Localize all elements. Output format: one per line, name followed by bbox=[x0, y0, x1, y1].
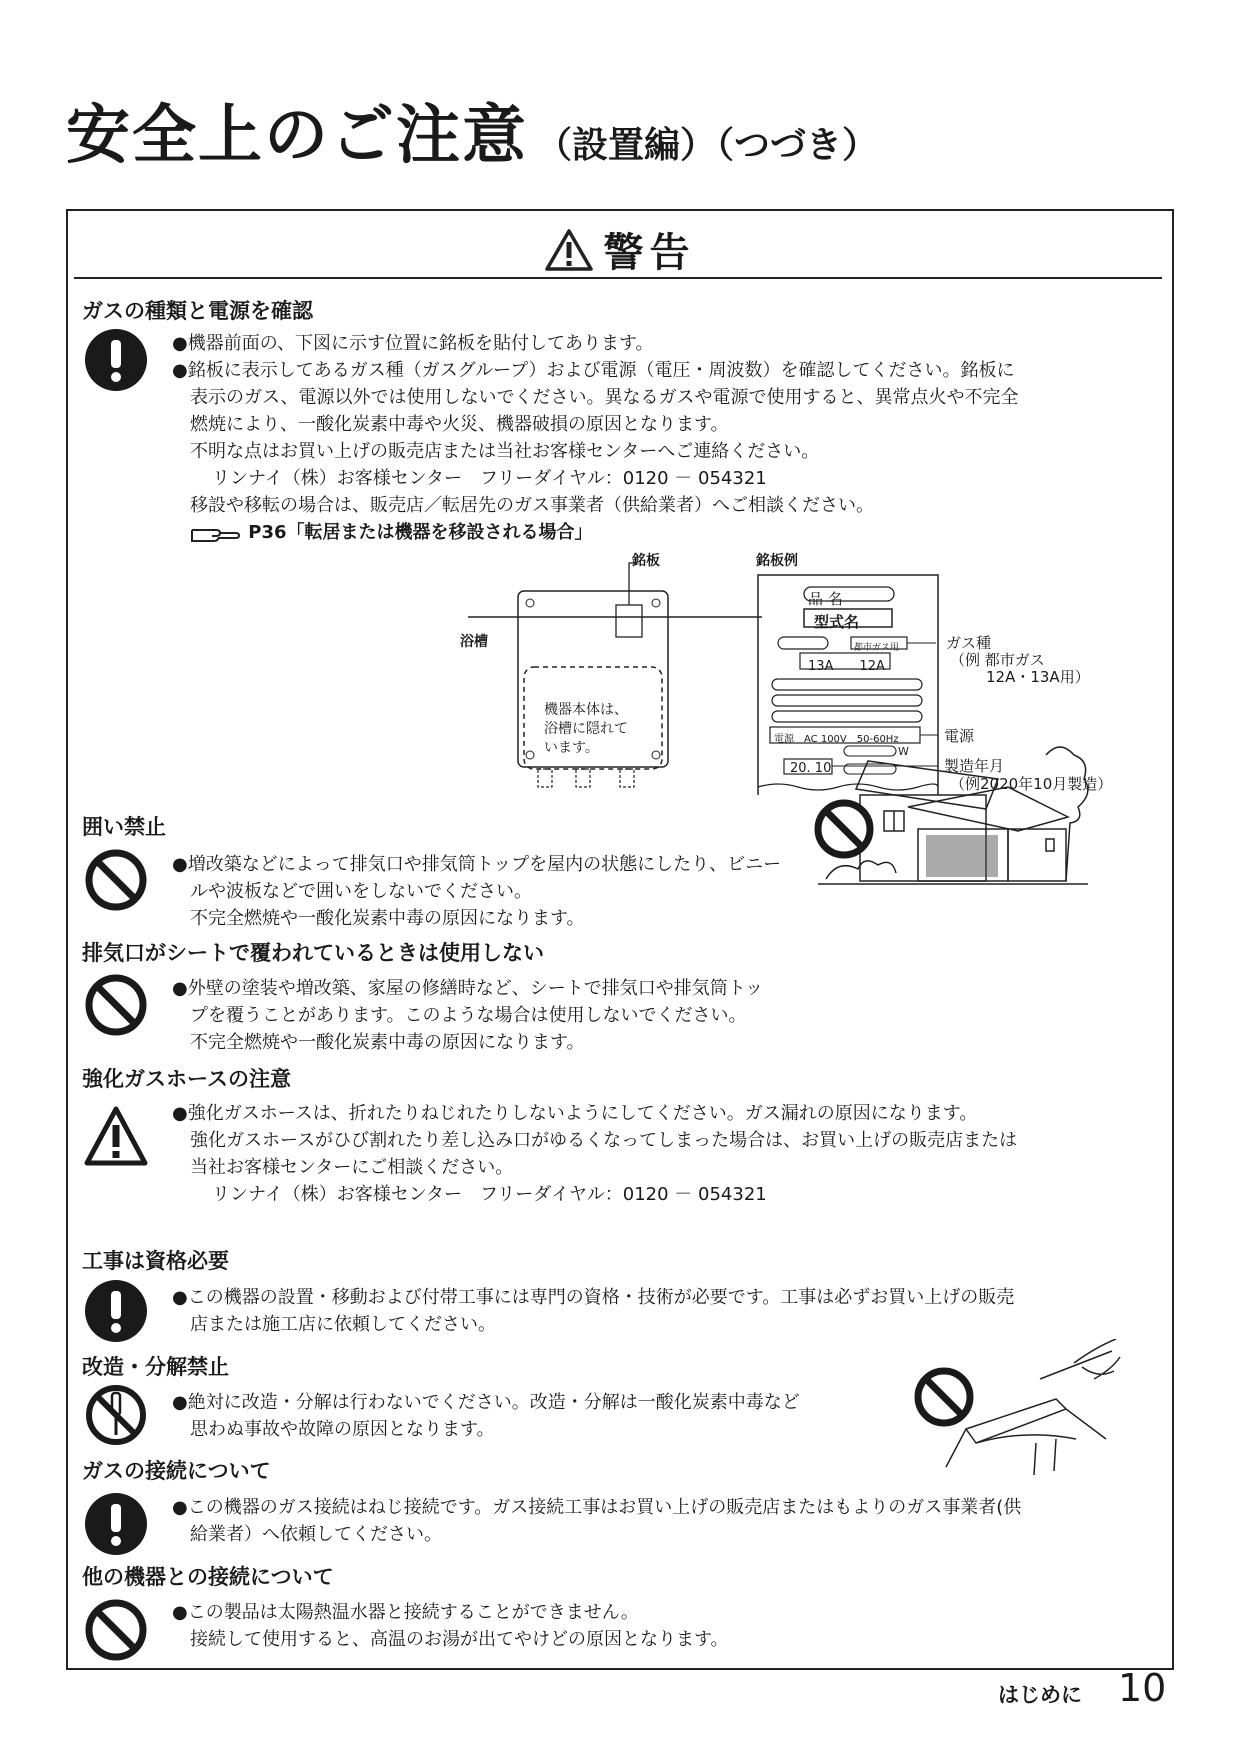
page-number: 10 bbox=[1118, 1666, 1167, 1710]
pointing-hand-icon bbox=[190, 522, 242, 544]
text-line: 店または施工店に依頼してください。 bbox=[190, 1314, 496, 1335]
nameplate-label: 銘板 bbox=[632, 553, 660, 569]
callout-power: 電源 bbox=[944, 727, 975, 745]
nameplate-position bbox=[616, 605, 642, 637]
text-line: ●この機器の設置・移動および付帯工事には専門の資格・技術が必要です。工事は必ずお買い上げの販売 bbox=[172, 1287, 1015, 1308]
hidden-body-note bbox=[544, 701, 628, 758]
footer-section-label: はじめに bbox=[998, 1683, 1082, 1707]
text-line: 表示のガス、電源以外では使用しないでください。異なるガスや電源で使用すると、異常点火や不完全 bbox=[190, 387, 1019, 408]
text-line: ルや波板などで囲いをしないでください。 bbox=[190, 881, 532, 902]
section-title-other-devices: 他の機器との接続について bbox=[82, 1565, 334, 1589]
text-line: ●この製品は太陽熱温水器と接続することができません。 bbox=[172, 1602, 639, 1623]
note-line: います。 bbox=[544, 740, 599, 756]
page-title-main: 安全上のご注意 bbox=[66, 99, 528, 173]
section-body-qualification bbox=[172, 1284, 1014, 1338]
text-line: ●増改築などによって排気口や排気筒トップを屋内の状態にしたり、ビニー bbox=[172, 854, 782, 875]
section-title-gas-connection: ガスの接続について bbox=[82, 1459, 271, 1483]
bathtub-label: 浴槽 bbox=[460, 634, 488, 650]
note-line: 浴槽に隠れて bbox=[544, 721, 628, 737]
np-gas-tag: 都市ガス用 bbox=[854, 643, 900, 653]
section-body-no-enclosure bbox=[172, 851, 781, 932]
text-line: ●機器前面の、下図に示す位置に銘板を貼付してあります。 bbox=[172, 333, 654, 354]
page-reference-text: P36「転居または機器を移設される場合」 bbox=[248, 522, 593, 543]
section-title-no-enclosure: 囲い禁止 bbox=[82, 815, 166, 839]
section-title-gas-power: ガスの種類と電源を確認 bbox=[82, 299, 313, 323]
callout-line: ガス種 bbox=[946, 634, 992, 652]
section-body-other-devices bbox=[172, 1599, 729, 1653]
text-line: 当社お客様センターにご相談ください。 bbox=[190, 1157, 514, 1178]
np-model-name: 型式名 bbox=[814, 613, 860, 631]
warning-triangle-icon bbox=[544, 228, 594, 272]
callout-line: （例 都市ガス bbox=[950, 651, 1045, 669]
text-line: 不完全燃焼や一酸化炭素中毒の原因になります。 bbox=[190, 1032, 585, 1053]
screwdriver-illustration bbox=[906, 1339, 1126, 1479]
text-line: 不明な点はお買い上げの販売店または当社お客様センターへご連絡ください。 bbox=[190, 441, 820, 462]
mandatory-action-icon bbox=[84, 328, 148, 392]
page-title-sub: （設置編）（つづき） bbox=[536, 125, 879, 166]
warning-frame bbox=[66, 209, 1174, 1670]
warning-label: 警告 bbox=[603, 230, 696, 276]
text-line: リンナイ（株）お客様センター フリーダイヤル：0120 － 054321 bbox=[212, 1184, 767, 1205]
enclosed-house-illustration bbox=[798, 739, 1098, 901]
section-body-gas-connection bbox=[172, 1494, 1021, 1548]
text-line: ●外壁の塗装や増改築、家屋の修繕時など、シートで排気口や排気筒トッ bbox=[172, 978, 764, 999]
mandatory-action-icon bbox=[84, 1492, 148, 1556]
callout-line: 製造年月 bbox=[944, 757, 1005, 775]
callout-line: 12A・13A用） bbox=[986, 668, 1090, 686]
prohibition-icon bbox=[84, 1598, 148, 1662]
nameplate-example-title: 銘板例 bbox=[756, 553, 798, 569]
section-body-gas-power bbox=[172, 330, 1019, 546]
section-title-gas-hose: 強化ガスホースの注意 bbox=[82, 1067, 291, 1091]
text-line: 強化ガスホースがひび割れたり差し込み口がゆるくなってしまった場合は、お買い上げの販売店または bbox=[190, 1130, 1018, 1151]
warning-divider bbox=[74, 277, 1162, 279]
text-line: 燃焼により、一酸化炭素中毒や火災、機器破損の原因となります。 bbox=[190, 414, 729, 435]
section-body-sheet-covered bbox=[172, 975, 763, 1056]
no-disassembly-icon bbox=[84, 1383, 148, 1447]
caution-triangle-icon bbox=[84, 1105, 148, 1169]
prohibition-icon bbox=[84, 848, 148, 912]
np-watt: W bbox=[898, 745, 909, 758]
section-title-qualification: 工事は資格必要 bbox=[82, 1249, 229, 1273]
np-power: 電源 AC 100V 50-60Hz bbox=[774, 734, 899, 745]
text-line: リンナイ（株）お客様センター フリーダイヤル：0120 － 054321 bbox=[212, 468, 767, 489]
section-title-sheet-covered: 排気口がシートで覆われているときは使用しない bbox=[82, 941, 544, 965]
section-title-no-modification: 改造・分解禁止 bbox=[82, 1355, 229, 1379]
page-title bbox=[66, 84, 878, 176]
text-line: ●絶対に改造・分解は行わないでください。改造・分解は一酸化炭素中毒など bbox=[172, 1392, 800, 1413]
text-line: ●強化ガスホースは、折れたりねじれたりしないようにしてください。ガス漏れの原因になります。 bbox=[172, 1103, 978, 1124]
text-line: 思わぬ事故や故障の原因となります。 bbox=[190, 1419, 495, 1440]
warning-header bbox=[68, 221, 1172, 277]
text-line: ●この機器のガス接続はねじ接続です。ガス接続工事はお買い上げの販売店またはもよりのガス事業者(供 bbox=[172, 1497, 1022, 1518]
note-line: 機器本体は、 bbox=[544, 702, 628, 718]
prohibition-icon bbox=[84, 973, 148, 1037]
text-line: 移設や移転の場合は、販売店／転居先のガス事業者（供給業者）へご相談ください。 bbox=[190, 495, 874, 516]
text-line: 接続して使用すると、高温のお湯が出てやけどの原因となります。 bbox=[190, 1629, 729, 1650]
page-reference[interactable] bbox=[172, 519, 1019, 546]
section-body-gas-hose bbox=[172, 1100, 1017, 1208]
text-line: ●銘板に表示してあるガス種（ガスグループ）および電源（電圧・周波数）を確認してください。銘板に bbox=[172, 360, 1015, 381]
text-line: プを覆うことがあります。このような場合は使用しないでください。 bbox=[190, 1005, 747, 1026]
text-line: 給業者）へ依頼してください。 bbox=[190, 1524, 442, 1545]
callout-gas bbox=[946, 635, 1090, 686]
np-gas-values: 13A 12A bbox=[808, 659, 885, 674]
section-body-no-modification bbox=[172, 1389, 800, 1443]
installation-diagram bbox=[448, 557, 788, 797]
text-line: 不完全燃焼や一酸化炭素中毒の原因になります。 bbox=[190, 908, 585, 929]
mandatory-action-icon bbox=[84, 1279, 148, 1343]
callout-line: （例2020年10月製造） bbox=[950, 775, 1113, 793]
np-date: 20. 10 bbox=[790, 761, 832, 776]
np-product-name: 品 名 bbox=[808, 590, 843, 608]
